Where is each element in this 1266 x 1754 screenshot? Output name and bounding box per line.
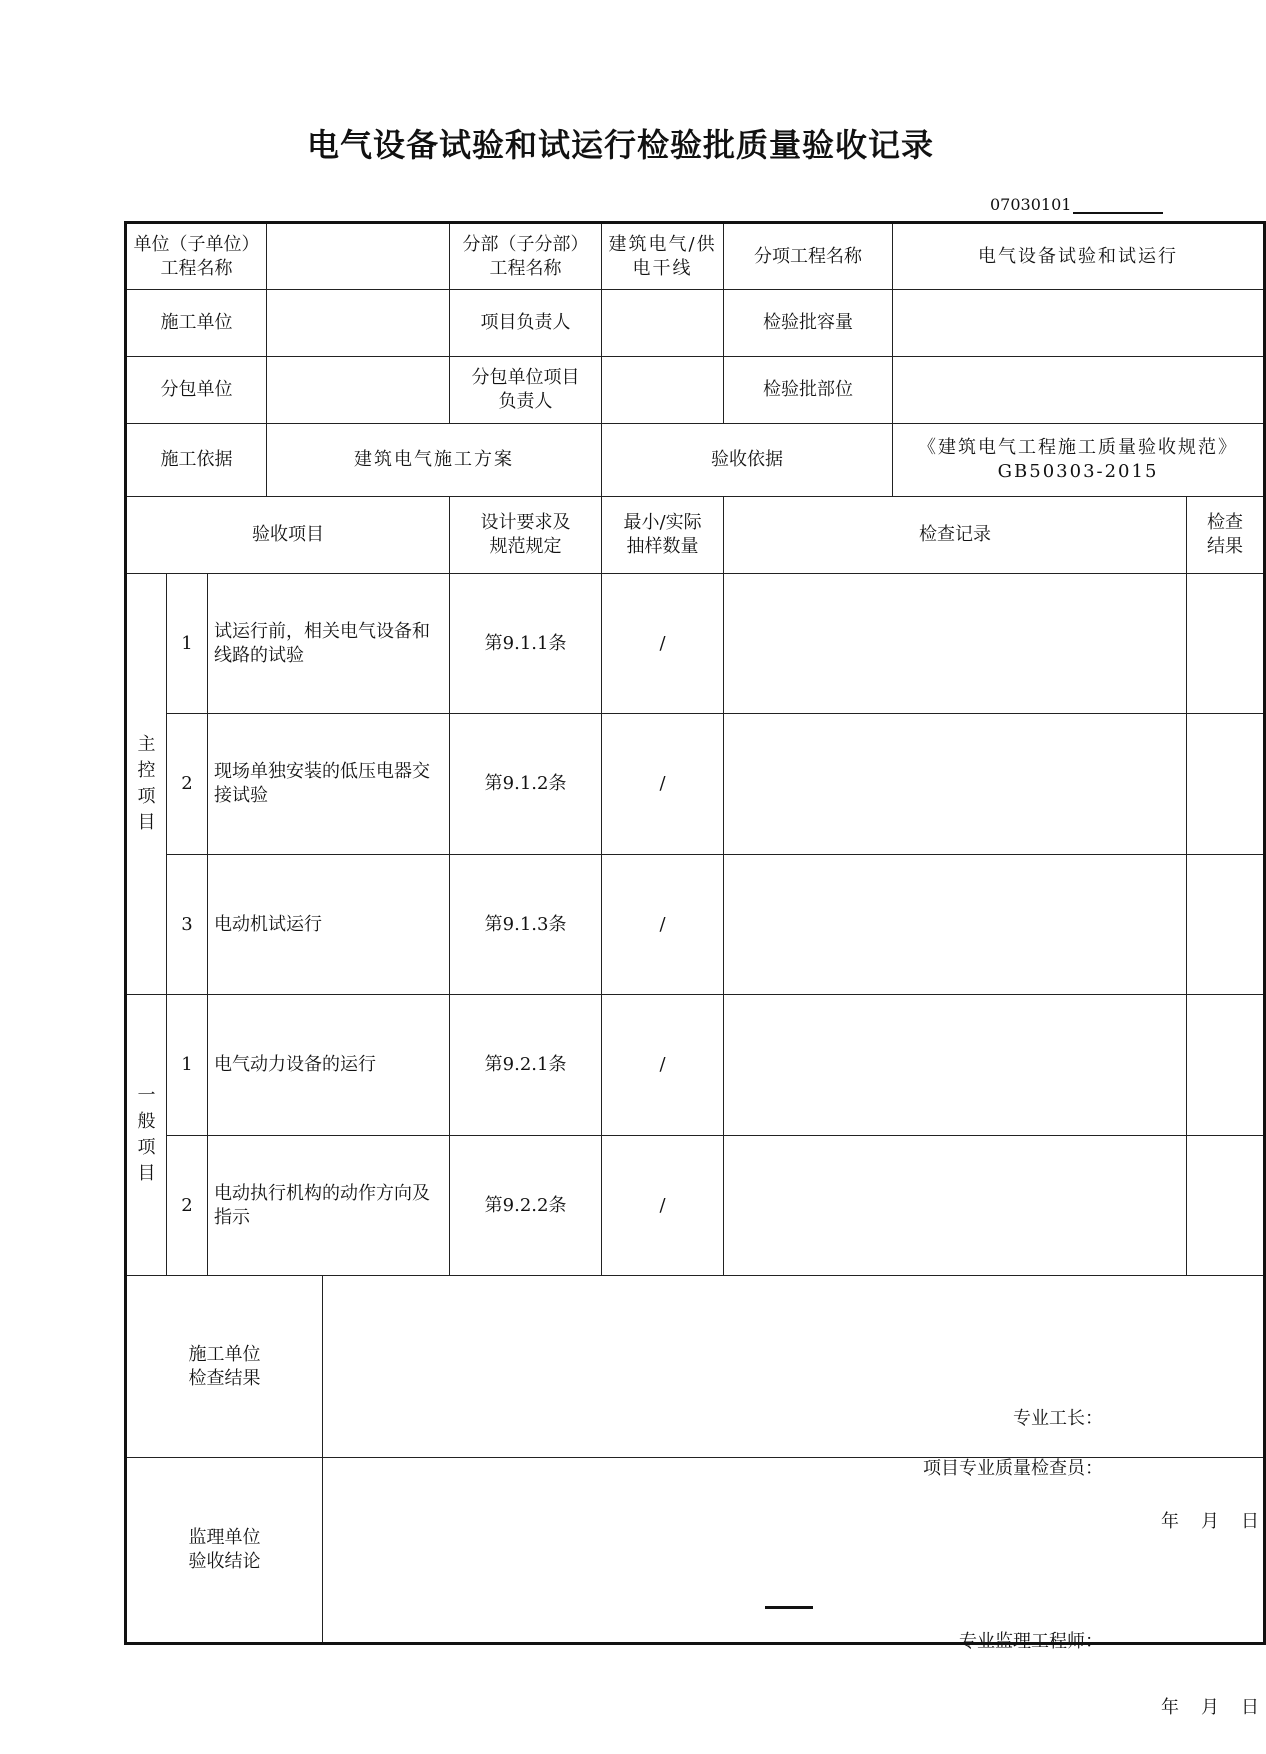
item-record[interactable] <box>724 855 1187 995</box>
main-group-label: 主控项目 <box>126 574 167 995</box>
item-number: 1 <box>167 995 208 1136</box>
unit-project-label: 单位（子单位） 工程名称 <box>126 223 267 290</box>
header-row-unit <box>126 223 1265 290</box>
item-description: 电气动力设备的运行 <box>208 995 450 1136</box>
item-description: 试运行前，相关电气设备和线路的试验 <box>208 574 450 714</box>
main-item-row <box>126 855 1265 995</box>
contractor-check-area[interactable] <box>323 1276 1265 1532</box>
item-clause: 第9.1.1条 <box>450 574 602 714</box>
sub-manager-value[interactable] <box>602 357 724 424</box>
acceptance-basis-label: 验收依据 <box>602 424 893 497</box>
col-header-design: 设计要求及 规范规定 <box>450 497 602 574</box>
item-description: 电动执行机构的动作方向及指示 <box>208 1136 450 1276</box>
batch-capacity-label: 检验批容量 <box>724 290 893 357</box>
item-clause: 第9.2.2条 <box>450 1136 602 1276</box>
inspection-form-table <box>124 221 1266 1718</box>
contractor-label: 施工单位 <box>126 290 267 357</box>
item-result[interactable] <box>1187 714 1265 855</box>
quality-inspector-label: 项目专业质量检查员： <box>923 1457 1104 1479</box>
main-item-row <box>126 714 1265 855</box>
construction-basis-label: 施工依据 <box>126 424 267 497</box>
project-manager-value[interactable] <box>602 290 724 357</box>
supervisor-check-row <box>126 1458 1265 1644</box>
contractor-check-row <box>126 1276 1265 1458</box>
item-sample[interactable]: / <box>602 574 724 714</box>
item-clause: 第9.1.2条 <box>450 714 602 855</box>
subitem-label: 分项工程名称 <box>724 223 893 290</box>
item-sample[interactable]: / <box>602 855 724 995</box>
doc-number: 07030101 <box>990 195 1072 214</box>
batch-capacity-value[interactable] <box>893 290 1265 357</box>
header-row-subcontractor <box>126 357 1265 424</box>
item-number: 2 <box>167 714 208 855</box>
item-record[interactable] <box>724 714 1187 855</box>
subcontractor-label: 分包单位 <box>126 357 267 424</box>
item-record[interactable] <box>724 995 1187 1136</box>
item-record[interactable] <box>724 574 1187 714</box>
column-header-row <box>126 497 1265 574</box>
main-item-row <box>126 574 1265 714</box>
division-value[interactable]: 建筑电气/供电干线 <box>602 223 724 290</box>
header-row-basis <box>126 424 1265 497</box>
item-result[interactable] <box>1187 995 1265 1136</box>
general-item-row <box>126 1136 1265 1276</box>
item-description: 现场单独安装的低压电器交接试验 <box>208 714 450 855</box>
construction-basis-value[interactable]: 建筑电气施工方案 <box>267 424 602 497</box>
batch-location-label: 检验批部位 <box>724 357 893 424</box>
subcontractor-value[interactable] <box>267 357 450 424</box>
acceptance-basis-value[interactable]: 《建筑电气工程施工质量验收规范》 GB50303-2015 <box>893 424 1265 497</box>
item-number: 1 <box>167 574 208 714</box>
general-group-label: 一般项目 <box>126 995 167 1276</box>
signature-dash <box>765 1606 813 1609</box>
supervision-engineer-label: 专业监理工程师： <box>959 1631 1104 1652</box>
unit-project-value[interactable] <box>267 223 450 290</box>
division-label: 分部（子分部） 工程名称 <box>450 223 602 290</box>
project-manager-label: 项目负责人 <box>450 290 602 357</box>
contractor-value[interactable] <box>267 290 450 357</box>
contractor-date: 年 月 日 <box>1161 1510 1262 1532</box>
item-result[interactable] <box>1187 574 1265 714</box>
col-header-record: 检查记录 <box>724 497 1187 574</box>
col-header-sample: 最小/实际 抽样数量 <box>602 497 724 574</box>
batch-location-value[interactable] <box>893 357 1265 424</box>
supervisor-check-area[interactable] <box>323 1458 1265 1718</box>
item-sample[interactable]: / <box>602 714 724 855</box>
form-title: 电气设备试验和试运行检验批质量验收记录 <box>306 126 934 164</box>
sub-manager-label: 分包单位项目 负责人 <box>450 357 602 424</box>
foreman-label: 专业工长： <box>1013 1407 1104 1429</box>
supervisor-date: 年 月 日 <box>1161 1697 1262 1718</box>
doc-number-underline <box>1073 212 1163 214</box>
item-clause: 第9.2.1条 <box>450 995 602 1136</box>
general-item-row <box>126 995 1265 1136</box>
col-header-item: 验收项目 <box>126 497 450 574</box>
item-description: 电动机试运行 <box>208 855 450 995</box>
header-row-contractor <box>126 290 1265 357</box>
item-result[interactable] <box>1187 855 1265 995</box>
item-number: 3 <box>167 855 208 995</box>
subitem-value[interactable]: 电气设备试验和试运行 <box>893 223 1265 290</box>
supervisor-check-label: 监理单位 验收结论 <box>126 1458 323 1644</box>
item-sample[interactable]: / <box>602 995 724 1136</box>
item-clause: 第9.1.3条 <box>450 855 602 995</box>
item-sample[interactable]: / <box>602 1136 724 1276</box>
col-header-result: 检查 结果 <box>1187 497 1265 574</box>
item-record[interactable] <box>724 1136 1187 1276</box>
item-number: 2 <box>167 1136 208 1276</box>
item-result[interactable] <box>1187 1136 1265 1276</box>
contractor-check-label: 施工单位 检查结果 <box>126 1276 323 1458</box>
